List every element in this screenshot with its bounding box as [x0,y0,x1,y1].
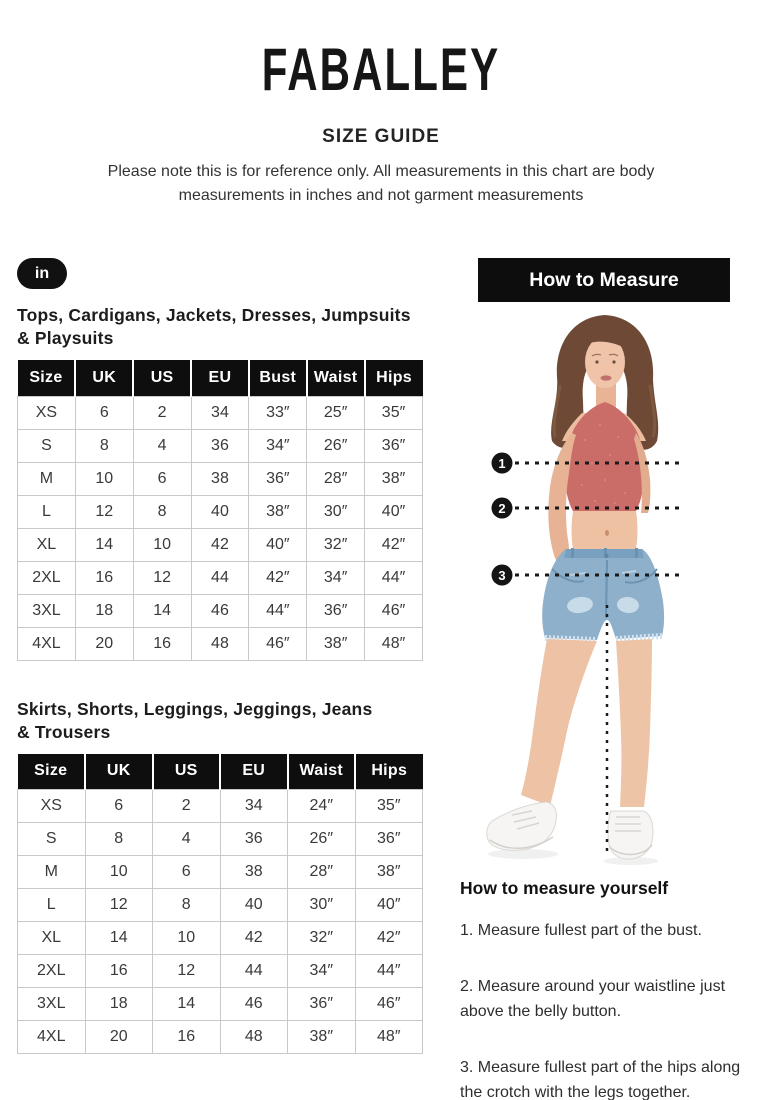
size-cell: 14 [85,922,153,955]
size-cell: 42″ [365,528,423,561]
size-cell: L [18,889,86,922]
column-header: Hips [355,754,423,790]
header-row [18,754,423,790]
size-cell: 38″ [365,462,423,495]
svg-text:3: 3 [498,568,506,583]
table-row [18,823,423,856]
size-cell: 38 [191,462,249,495]
column-header: UK [85,754,153,790]
size-cell: 40″ [249,528,307,561]
column-header: Waist [288,754,356,790]
size-cell: 6 [85,790,153,823]
header-row [18,360,423,396]
measurement-model-figure [460,305,762,865]
size-cell: 8 [85,823,153,856]
size-cell: 16 [85,955,153,988]
table-row [18,594,423,627]
size-cell: 34″ [307,561,365,594]
unit-toggle-inches[interactable]: in [17,258,67,289]
how-to-measure-heading: How to measure yourself [460,878,669,898]
column-header: Waist [307,360,365,396]
size-cell: 4XL [18,627,76,660]
size-cell: 16 [133,627,191,660]
bottoms-title-line2: & Trousers [17,721,111,742]
table-row [18,856,423,889]
table-row [18,1021,423,1054]
column-header: Bust [249,360,307,396]
measure-step-2: 2. Measure around your waistline just above the belly button. [460,978,726,1020]
size-cell: 30″ [307,495,365,528]
size-cell: 44″ [249,594,307,627]
size-cell: 38″ [288,1021,356,1054]
table-row [18,429,423,462]
size-cell: 8 [133,495,191,528]
size-cell: 26″ [288,823,356,856]
size-cell: 2XL [18,955,86,988]
size-cell: 40″ [365,495,423,528]
size-cell: 12 [85,889,153,922]
table-row [18,955,423,988]
size-cell: 42 [220,922,288,955]
svg-text:2: 2 [498,501,506,516]
size-cell: 42″ [355,922,423,955]
size-cell: 4 [133,429,191,462]
size-cell: 8 [153,889,221,922]
size-cell: 14 [153,988,221,1021]
reference-note [0,160,762,208]
size-cell: 34″ [249,429,307,462]
size-cell: S [18,823,86,856]
size-cell: 12 [153,955,221,988]
size-cell: XL [18,922,86,955]
bottoms-title-line1: Skirts, Shorts, Leggings, Jeggings, Jeans [17,698,373,719]
size-cell: 14 [133,594,191,627]
size-cell: 20 [85,1021,153,1054]
size-cell: 2 [153,790,221,823]
table-row [18,528,423,561]
size-cell: 12 [133,561,191,594]
size-cell: 36″ [355,823,423,856]
hip-marker-badge [492,565,513,586]
size-cell: 4 [153,823,221,856]
size-cell: 46″ [249,627,307,660]
size-cell: 36″ [307,594,365,627]
size-cell: 6 [75,396,133,429]
model-illustration [460,305,762,865]
waist-marker-badge [492,498,513,519]
size-cell: 10 [153,922,221,955]
size-cell: 3XL [18,988,86,1021]
size-cell: 40″ [355,889,423,922]
column-header: Size [18,754,86,790]
size-cell: 38″ [249,495,307,528]
size-cell: 48 [220,1021,288,1054]
size-cell: 36″ [288,988,356,1021]
column-header: Hips [365,360,423,396]
size-cell: 16 [75,561,133,594]
size-cell: 18 [75,594,133,627]
size-cell: 8 [75,429,133,462]
svg-text:1: 1 [498,456,506,471]
size-cell: 34 [191,396,249,429]
size-cell: 6 [133,462,191,495]
column-header: US [153,754,221,790]
size-cell: 35″ [365,396,423,429]
how-to-measure-banner: How to Measure [478,258,730,302]
table-row [18,988,423,1021]
size-cell: 46 [220,988,288,1021]
size-cell: XS [18,790,86,823]
size-cell: 44″ [355,955,423,988]
size-cell: 36 [220,823,288,856]
table-row [18,495,423,528]
size-cell: 10 [75,462,133,495]
bust-marker-badge [492,453,513,474]
size-cell: 30″ [288,889,356,922]
size-cell: 16 [153,1021,221,1054]
tops-size-table [17,360,423,661]
table-row [18,627,423,660]
column-header: EU [191,360,249,396]
size-cell: 2 [133,396,191,429]
bottoms-size-table [17,754,423,1055]
size-cell: 48 [191,627,249,660]
size-cell: 46″ [365,594,423,627]
tops-title-line2: & Playsuits [17,328,114,348]
note-line-2: measurements in inches and not garment measurements [178,187,584,204]
size-cell: 38″ [307,627,365,660]
size-cell: S [18,429,76,462]
size-cell: 20 [75,627,133,660]
column-header: EU [220,754,288,790]
size-cell: M [18,856,86,889]
size-cell: 6 [153,856,221,889]
measure-steps [460,918,762,1100]
column-header: UK [75,360,133,396]
size-cell: 48″ [355,1021,423,1054]
size-cell: 36″ [249,462,307,495]
table-row [18,462,423,495]
measure-step-1: 1. Measure fullest part of the bust. [460,922,702,939]
size-cell: 25″ [307,396,365,429]
size-cell: 46″ [355,988,423,1021]
tops-title-line1: Tops, Cardigans, Jackets, Dresses, Jumpsuits [17,305,411,325]
how-to-measure-column [460,258,762,1100]
size-cell: 33″ [249,396,307,429]
size-cell: 10 [133,528,191,561]
column-header: US [133,360,191,396]
bottoms-section-title [17,698,423,744]
size-cell: 36 [191,429,249,462]
size-cell: 28″ [288,856,356,889]
size-cell: 44″ [365,561,423,594]
page-title: SIZE GUIDE [322,126,440,147]
size-cell: 14 [75,528,133,561]
size-cell: 42 [191,528,249,561]
size-cell: M [18,462,76,495]
table-row [18,889,423,922]
size-cell: 3XL [18,594,76,627]
table-row [18,790,423,823]
table-row [18,922,423,955]
tops-section-title [17,304,423,350]
size-tables-column [17,258,423,1054]
size-cell: 34 [220,790,288,823]
size-cell: 18 [85,988,153,1021]
size-cell: 38 [220,856,288,889]
size-cell: 4XL [18,1021,86,1054]
size-cell: 35″ [355,790,423,823]
size-cell: 38″ [355,856,423,889]
size-cell: 28″ [307,462,365,495]
size-cell: 10 [85,856,153,889]
size-cell: 44 [220,955,288,988]
size-cell: 34″ [288,955,356,988]
size-cell: XL [18,528,76,561]
size-cell: 26″ [307,429,365,462]
size-cell: 46 [191,594,249,627]
size-cell: 42″ [249,561,307,594]
size-cell: 2XL [18,561,76,594]
note-line-1: Please note this is for reference only. All measurements in this chart are body [107,163,655,180]
column-header: Size [18,360,76,396]
table-row [18,396,423,429]
size-cell: 36″ [365,429,423,462]
size-cell: XS [18,396,76,429]
size-cell: 24″ [288,790,356,823]
size-cell: L [18,495,76,528]
size-cell: 40 [191,495,249,528]
size-cell: 44 [191,561,249,594]
size-cell: 40 [220,889,288,922]
size-cell: 32″ [288,922,356,955]
size-cell: 32″ [307,528,365,561]
size-cell: 48″ [365,627,423,660]
measure-step-3: 3. Measure fullest part of the hips along the crotch with the legs together. [460,1059,741,1100]
brand-logo: FABALLEY [261,36,501,103]
size-cell: 12 [75,495,133,528]
table-row [18,561,423,594]
